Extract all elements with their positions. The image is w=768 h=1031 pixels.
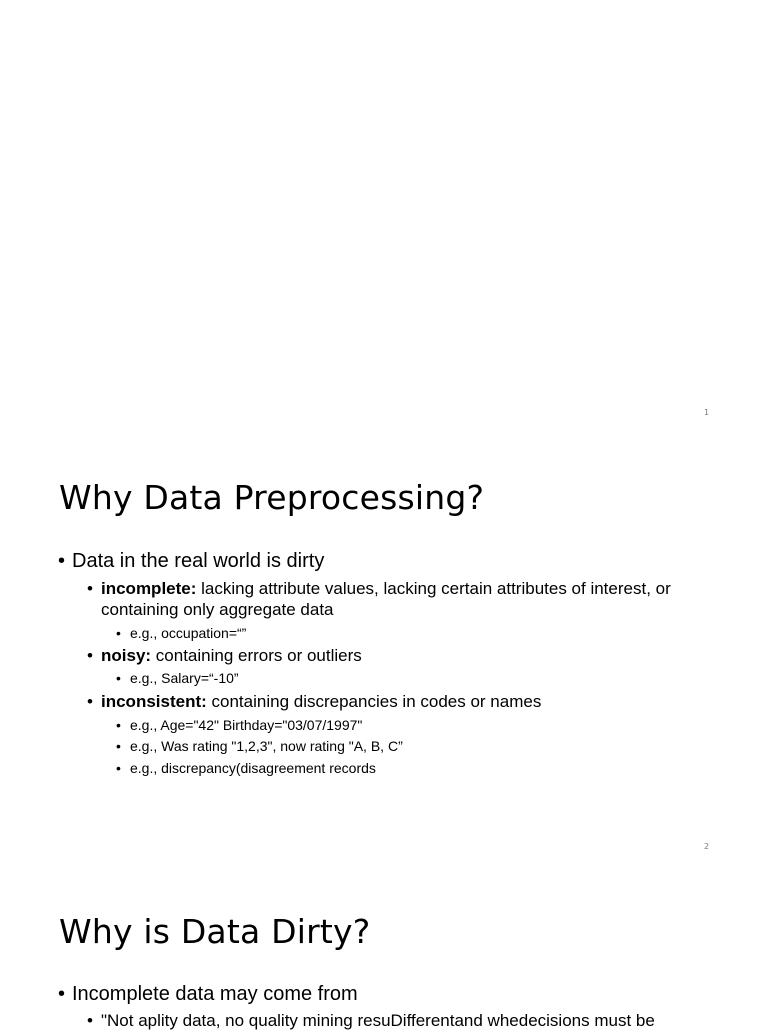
bullet-text: Data in the real world is dirty	[72, 550, 325, 572]
bullet-icon: •	[58, 983, 66, 1005]
bullet-text: lacking attribute values, lacking certain attributes of interest, or	[196, 579, 671, 598]
example-inconsistent-1	[116, 717, 363, 733]
example-noisy	[116, 670, 239, 686]
bullet-icon: •	[87, 646, 93, 665]
bullet-icon: •	[87, 1011, 93, 1030]
bullet-icon: •	[58, 550, 66, 572]
example-text: e.g., Age="42" Birthday="03/07/1997"	[130, 717, 363, 733]
example-incomplete	[116, 625, 247, 641]
bullet-icon: •	[116, 760, 121, 776]
slide-title: Why is Data Dirty?	[59, 912, 371, 951]
bullet-text: containing errors or outliers	[151, 646, 362, 665]
bullet-dirty-data	[58, 550, 325, 573]
example-text: e.g., Was rating "1,2,3", now rating "A, B, C”	[130, 738, 403, 754]
term-label: incomplete:	[101, 579, 197, 598]
example-text: e.g., occupation=“”	[130, 625, 247, 641]
bullet-icon: •	[116, 738, 121, 754]
term-label: inconsistent:	[101, 692, 207, 711]
example-inconsistent-2	[116, 738, 403, 754]
bullet-text: "Not aplity data, no quality mining resuDifferentand whedecisions must be	[101, 1011, 655, 1030]
bullet-icon: •	[116, 717, 121, 733]
bullet-icon: •	[87, 692, 93, 711]
bullet-icon: •	[87, 579, 93, 598]
page-number: 1	[704, 408, 710, 417]
bullet-not-quality-data	[87, 1011, 655, 1031]
bullet-incomplete-source	[58, 983, 358, 1006]
bullet-text: containing only aggregate data	[101, 600, 334, 619]
example-text: e.g., discrepancy(disagreement records	[130, 760, 376, 776]
bullet-incomplete	[87, 579, 671, 599]
bullet-icon: •	[116, 670, 121, 686]
bullet-incomplete-continued	[101, 600, 334, 620]
example-inconsistent-3	[116, 760, 376, 776]
bullet-text: Incomplete data may come from	[72, 983, 358, 1005]
example-text: e.g., Salary=“-10”	[130, 670, 239, 686]
bullet-noisy	[87, 646, 362, 666]
page-number: 2	[704, 842, 710, 851]
bullet-inconsistent	[87, 692, 542, 712]
bullet-text: containing discrepancies in codes or names	[206, 692, 542, 711]
term-label: noisy:	[101, 646, 152, 665]
slide-title: Why Data Preprocessing?	[59, 478, 485, 517]
bullet-icon: •	[116, 625, 121, 641]
